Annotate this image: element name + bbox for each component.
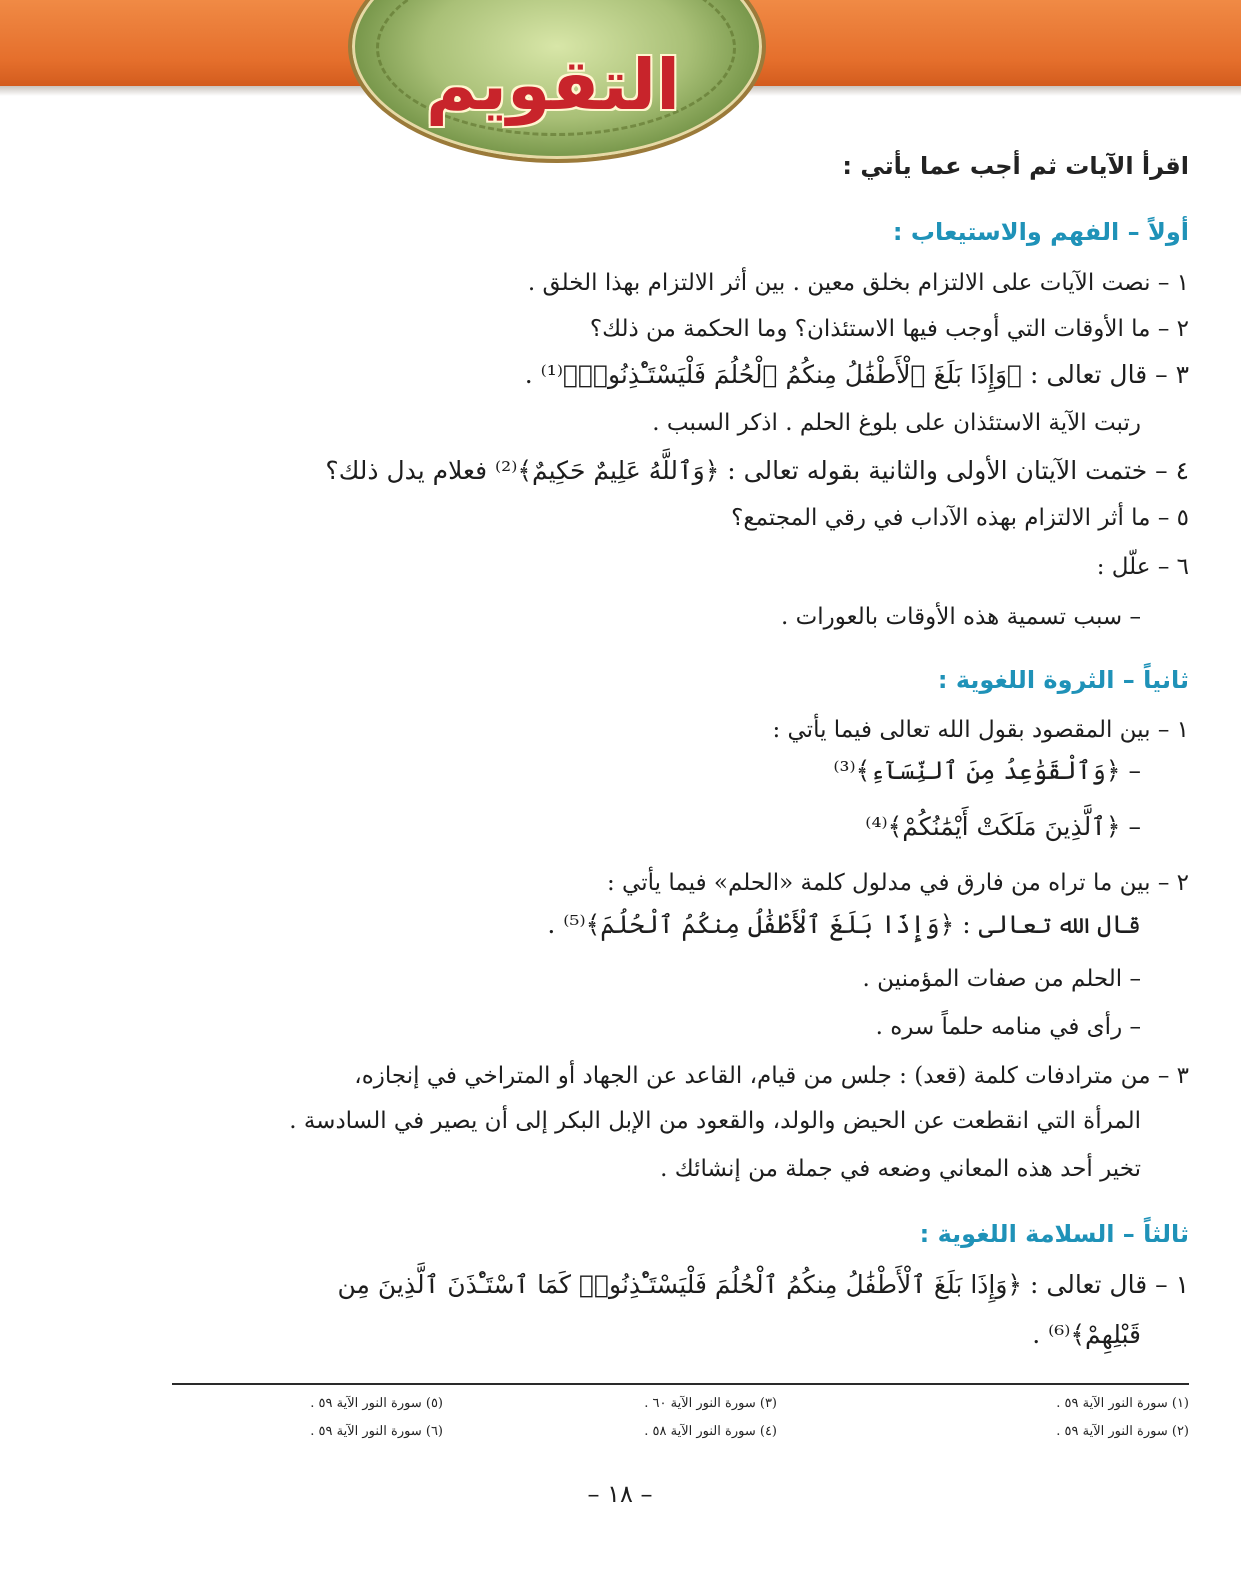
footnote-number: (١)	[1171, 1396, 1189, 1411]
footnote-text: سورة النور الآية ٥٩ .	[1056, 1424, 1168, 1439]
dash: –	[1147, 360, 1168, 389]
question-item	[338, 1270, 1189, 1299]
question-item	[1097, 554, 1189, 580]
dash: –	[1150, 270, 1170, 296]
question-text: ما أثر الالتزام بهذه الآداب في رقي المجتمع؟	[731, 505, 1151, 531]
dash: –	[1150, 554, 1170, 580]
question-number: ٢	[1176, 316, 1189, 342]
footnote-text: سورة النور الآية ٥٩ .	[310, 1424, 422, 1439]
footnote-number: (٦)	[425, 1424, 443, 1439]
footnote	[1056, 1396, 1189, 1411]
footnote	[644, 1424, 777, 1439]
question-subtext: رتبت الآية الاستئذان على بلوغ الحلم . اذكر السبب .	[652, 410, 1141, 436]
footnote-text: سورة النور الآية ٥٩ .	[310, 1396, 422, 1411]
question-text: قال تعالى : ﴿وَإِذَا بَلَغَ ٱلْأَطْفَٰلُ مِنكُمُ ٱلْحُلُمَ فَلْيَسْتَـْٔذِنُوا۟ كَمَا ٱسْتَـْٔذَنَ ٱلَّذِينَ مِن	[337, 1270, 1148, 1299]
section-heading-comprehension: أولاً – الفهم والاستيعاب :	[892, 218, 1189, 246]
meaning-bullet: – الحلم من صفات المؤمنين .	[862, 966, 1141, 992]
dash: –	[1150, 717, 1170, 743]
footnote-number: (٤)	[759, 1424, 777, 1439]
question-number: ١	[1176, 270, 1189, 296]
question-item	[354, 1063, 1189, 1089]
footnote-text: سورة النور الآية ٦٠ .	[644, 1396, 756, 1411]
meaning-bullet: – رأى في منامه حلماً سره .	[875, 1014, 1141, 1040]
question-text: ختمت الآيتان الأولى والثانية بقوله تعالى : ﴿وَٱللَّهُ عَلِيمٌ حَكِيمٌ﴾⁽²⁾ فعلام يدل ذلك؟	[325, 456, 1148, 485]
question-number: ٣	[1175, 360, 1189, 389]
footnote-number: (٢)	[1171, 1424, 1189, 1439]
question-number: ١	[1176, 717, 1189, 743]
section-heading-vocabulary: ثانياً – الثروة اللغوية :	[937, 666, 1189, 694]
dash: –	[1150, 316, 1170, 342]
question-number: ٤	[1175, 456, 1189, 485]
question-text: من مترادفات كلمة (قعد) : جلس من قيام، القاعد عن الجهاد أو المتراخي في إنجازه،	[354, 1063, 1151, 1089]
footnote-text: سورة النور الآية ٥٨ .	[644, 1424, 756, 1439]
question-number: ٥	[1176, 505, 1189, 531]
verse-quote: قال الله تعالى : ﴿وَإِذَا بَلَغَ ٱلْأَطْفَٰلُ مِنكُمُ ٱلْحُلُمَ﴾⁽⁵⁾ .	[547, 910, 1141, 939]
verse-bullet: – ﴿ٱلَّذِينَ مَلَكَتْ أَيْمَٰنُكُمْ﴾⁽⁴⁾	[865, 812, 1141, 841]
question-continuation: قَبْلِهِمْ﴾⁽⁶⁾ .	[1032, 1320, 1141, 1349]
question-item	[525, 360, 1189, 389]
page-title: التقويم	[425, 44, 681, 126]
question-text: ما الأوقات التي أوجب فيها الاستئذان؟ وما الحكمة من ذلك؟	[589, 316, 1151, 342]
question-item	[772, 717, 1189, 743]
question-number: ٦	[1176, 554, 1189, 580]
dash: –	[1150, 870, 1170, 896]
dash: –	[1147, 456, 1168, 485]
footnote	[310, 1396, 443, 1411]
dash: –	[1150, 1063, 1170, 1089]
question-text: قال تعالى : ﴿وَإِذَا بَلَغَ ٱلْأَطْفَٰلُ مِنكُمُ ٱلْحُلُمَ فَلْيَسْتَـْٔذِنُوا۟﴾⁽¹⁾ .	[524, 360, 1148, 389]
question-text: بين المقصود بقول الله تعالى فيما يأتي :	[772, 717, 1151, 743]
question-text: نصت الآيات على الالتزام بخلق معين . بين أثر الالتزام بهذا الخلق .	[527, 270, 1151, 296]
question-continuation: المرأة التي انقطعت عن الحيض والولد، والقعود من الإبل البكر إلى أن يصير في السادسة .	[289, 1108, 1141, 1134]
question-text: علّل :	[1096, 554, 1151, 580]
question-item	[731, 505, 1189, 531]
footnote	[644, 1396, 777, 1411]
verse-bullet: – ﴿وَٱلْقَوَٰعِدُ مِنَ ٱلنِّسَآءِ﴾⁽³⁾	[833, 756, 1141, 785]
question-number: ٢	[1176, 870, 1189, 896]
dash: –	[1147, 1270, 1168, 1299]
dash: –	[1150, 505, 1170, 531]
page-number: – ١٨ –	[587, 1480, 653, 1508]
footnote-divider	[172, 1383, 1189, 1385]
intro-instruction: اقرأ الآيات ثم أجب عما يأتي :	[842, 152, 1189, 180]
question-number: ١	[1175, 1270, 1189, 1299]
question-subtext: – سبب تسمية هذه الأوقات بالعورات .	[780, 604, 1141, 630]
footnote	[310, 1424, 443, 1439]
question-item	[325, 456, 1189, 485]
footnote-number: (٣)	[759, 1396, 777, 1411]
main-content	[69, 0, 1189, 1595]
section-heading-grammar: ثالثاً – السلامة اللغوية :	[919, 1220, 1189, 1248]
question-item	[607, 870, 1189, 896]
footnote-text: سورة النور الآية ٥٩ .	[1056, 1396, 1168, 1411]
question-number: ٣	[1176, 1063, 1189, 1089]
question-text: بين ما تراه من فارق في مدلول كلمة «الحلم» فيما يأتي :	[606, 870, 1151, 896]
question-item	[528, 270, 1189, 296]
footnote-number: (٥)	[425, 1396, 443, 1411]
question-item	[590, 316, 1189, 342]
question-continuation: تخير أحد هذه المعاني وضعه في جملة من إنشائك .	[660, 1156, 1141, 1182]
footnote	[1056, 1424, 1189, 1439]
